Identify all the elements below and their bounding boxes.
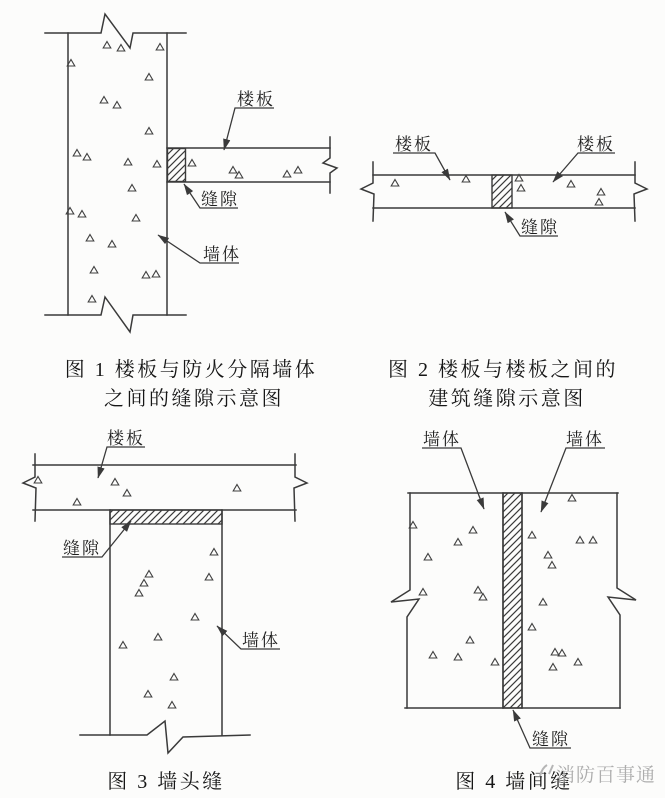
aggregate-triangle-icon	[191, 614, 199, 621]
fig1-gap-callout	[184, 184, 239, 209]
aggregate-triangle-icon	[294, 167, 302, 174]
aggregate-triangle-icon	[83, 154, 91, 161]
aggregate-triangle-icon	[548, 562, 556, 569]
aggregate-triangle-icon	[111, 479, 119, 486]
aggregate-triangle-icon	[479, 594, 487, 601]
aggregate-triangle-icon	[152, 271, 160, 278]
aggregate-triangle-icon	[154, 634, 162, 641]
figure1-caption-line2: 之间的缝隙示意图	[104, 388, 284, 410]
fig1-gap-label: 缝隙	[201, 190, 239, 209]
fig1-slab-end-break	[323, 137, 337, 193]
figure3-wall-head-joint-drawing	[23, 429, 307, 753]
fig3-gap-callout	[62, 521, 131, 558]
aggregate-triangle-icon	[132, 215, 140, 222]
aggregate-triangle-icon	[229, 167, 237, 174]
aggregate-triangle-icon	[283, 171, 291, 178]
fig3-slab-leader-line	[98, 447, 145, 478]
aggregate-triangle-icon	[589, 537, 597, 544]
fig2-gap-label: 缝隙	[521, 218, 559, 237]
aggregate-triangle-icon	[73, 150, 81, 157]
aggregate-triangle-icon	[156, 44, 164, 51]
aggregate-triangle-icon	[528, 532, 536, 539]
aggregate-triangle-icon	[474, 587, 482, 594]
aggregate-triangle-icon	[135, 590, 143, 597]
fig1-wall-callout	[158, 235, 241, 264]
fig2-gap-callout	[505, 212, 559, 237]
watermark-text: 消防百事通	[556, 765, 657, 786]
aggregate-triangle-icon	[119, 642, 127, 649]
figure3-caption: 图 3 墙头缝	[107, 771, 225, 793]
aggregate-triangle-icon	[595, 199, 603, 206]
fig4-wall-right-leader-line	[541, 448, 605, 512]
aggregate-triangle-icon	[113, 102, 121, 109]
figure1-wall-slab-joint-drawing	[45, 14, 337, 332]
fig4-wall-right-label: 墙体	[566, 430, 604, 449]
fig3-slab-left-end-break	[23, 454, 36, 521]
aggregate-triangle-icon	[574, 659, 582, 666]
fig3-gap-label: 缝隙	[63, 539, 101, 558]
figure2-caption-line2: 建筑缝隙示意图	[428, 388, 586, 410]
aggregate-triangle-icon	[544, 552, 552, 559]
fig4-wall-left-label: 墙体	[423, 430, 461, 449]
fig4-gap-hatch	[503, 493, 522, 708]
aggregate-triangle-icon	[73, 499, 81, 506]
fig2-right-end-break	[634, 162, 647, 221]
fig3-wall-callout	[217, 626, 280, 650]
watermark	[540, 764, 656, 786]
fig3-gap-hatch	[110, 510, 222, 524]
aggregate-triangle-icon	[466, 637, 474, 644]
aggregate-triangle-icon	[100, 97, 108, 104]
aggregate-triangle-icon	[90, 267, 98, 274]
aggregate-triangle-icon	[597, 189, 605, 196]
fig2-slab-left-callout	[393, 135, 450, 180]
aggregate-triangle-icon	[567, 181, 575, 188]
fig4-gap-callout	[513, 710, 571, 749]
aggregate-triangle-icon	[88, 296, 96, 303]
aggregate-triangle-icon	[145, 571, 153, 578]
fig3-slab-callout	[98, 429, 145, 478]
fig1-top-break-line	[45, 14, 186, 48]
aggregate-triangle-icon	[454, 654, 462, 661]
aggregate-triangle-icon	[124, 159, 132, 166]
aggregate-triangle-icon	[108, 241, 116, 248]
fig3-wall-label: 墙体	[242, 631, 280, 650]
aggregate-triangle-icon	[549, 664, 557, 671]
fig2-gap-hatch	[492, 175, 512, 208]
aggregate-triangle-icon	[145, 128, 153, 135]
aggregate-triangle-icon	[128, 185, 136, 192]
fig1-slab-label: 楼板	[237, 90, 275, 109]
aggregate-triangle-icon	[117, 45, 125, 52]
aggregate-triangle-icon	[558, 650, 566, 657]
fig2-slab-right-label: 楼板	[577, 135, 615, 154]
aggregate-triangle-icon	[86, 235, 94, 242]
aggregate-triangle-icon	[103, 42, 111, 49]
figure2-caption-line1: 图 2 楼板与楼板之间的	[388, 359, 618, 381]
fig1-slab-callout	[224, 90, 275, 150]
aggregate-triangle-icon	[168, 702, 176, 709]
fig2-left-end-break	[361, 162, 374, 221]
fig4-wall-right-callout	[541, 430, 605, 512]
aggregate-triangle-icon	[576, 537, 584, 544]
fig4-wall-left-callout	[422, 430, 484, 509]
fig2-slab-left-leader-line	[393, 153, 450, 180]
aggregate-triangle-icon	[210, 549, 218, 556]
aggregate-triangle-icon	[419, 589, 427, 596]
aggregate-triangle-icon	[539, 599, 547, 606]
fig4-right-edge-break	[608, 493, 636, 708]
fig3-slab-right-end-break	[294, 454, 307, 521]
fig3-bottom-break-line	[80, 721, 250, 753]
figure4-wall-wall-joint-drawing	[391, 430, 636, 749]
fig1-wall-label: 墙体	[203, 245, 241, 264]
aggregate-triangle-icon	[153, 161, 161, 168]
aggregate-triangle-icon	[170, 674, 178, 681]
aggregate-triangle-icon	[568, 495, 576, 502]
aggregate-triangle-icon	[78, 211, 86, 218]
aggregate-triangle-icon	[429, 652, 437, 659]
fig4-gap-label: 缝隙	[532, 730, 570, 749]
fig1-gap-hatch	[168, 149, 186, 182]
aggregate-triangle-icon	[551, 649, 559, 656]
figure1-caption-line1: 图 1 楼板与防火分隔墙体	[64, 359, 318, 381]
aggregate-triangle-icon	[424, 554, 432, 561]
figure4-caption: 图 4 墙间缝	[455, 771, 573, 793]
fig1-bottom-break-line	[45, 297, 186, 332]
aggregate-triangle-icon	[454, 539, 462, 546]
aggregate-triangle-icon	[145, 74, 153, 81]
fig2-slab-left-label: 楼板	[395, 135, 433, 154]
aggregate-triangle-icon	[205, 574, 213, 581]
aggregate-triangle-icon	[188, 160, 196, 167]
aggregate-triangle-icon	[469, 527, 477, 534]
aggregate-triangle-icon	[140, 580, 148, 587]
aggregate-triangle-icon	[123, 490, 131, 497]
figure2-slab-slab-joint-drawing	[361, 135, 647, 237]
fig3-slab-label: 楼板	[107, 429, 145, 448]
fig2-slab-right-leader-line	[553, 153, 615, 182]
aggregate-triangle-icon	[144, 691, 152, 698]
aggregate-triangle-icon	[233, 485, 241, 492]
aggregate-triangle-icon	[391, 180, 399, 187]
aggregate-triangle-icon	[517, 185, 525, 192]
fig4-wall-left-leader-line	[422, 448, 484, 509]
aggregate-triangle-icon	[142, 272, 150, 279]
aggregate-triangle-icon	[528, 624, 536, 631]
aggregate-triangle-icon	[462, 176, 470, 183]
fig1-slab-leader-line	[224, 108, 274, 150]
aggregate-triangle-icon	[491, 659, 499, 666]
